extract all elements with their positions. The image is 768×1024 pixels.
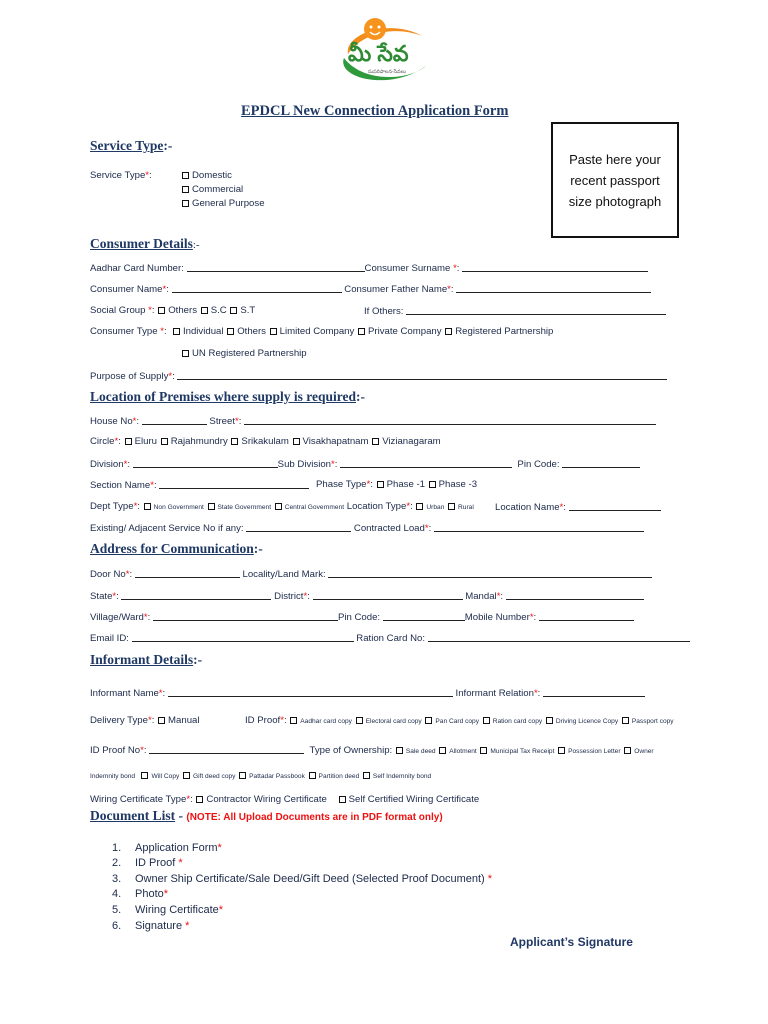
colon: :: [283, 715, 287, 726]
checkbox[interactable]: [429, 481, 436, 488]
door-row: [90, 568, 652, 580]
checkbox[interactable]: [439, 747, 446, 754]
option-label: Non Government: [153, 504, 204, 511]
section-address: [90, 541, 263, 557]
aadhaar-input[interactable]: [187, 262, 365, 272]
option-label: General Purpose: [192, 198, 265, 209]
option-label: Municipal Tax Receipt: [490, 748, 555, 755]
label: Pin Code:: [337, 612, 381, 623]
option-label: S.C: [210, 305, 227, 316]
required-mark: *: [145, 170, 150, 181]
required-mark: *: [447, 284, 451, 295]
mobile-input[interactable]: [539, 611, 634, 621]
required-mark: *: [559, 502, 564, 513]
photo-box-line: Paste here your: [569, 151, 661, 167]
section-title: Document List: [90, 808, 176, 823]
option-label: Sale deed: [405, 748, 436, 755]
colon: :: [563, 502, 566, 513]
required-mark: *: [218, 904, 224, 916]
checkbox[interactable]: [396, 747, 403, 754]
if-others-row: [364, 305, 666, 317]
checkbox[interactable]: [231, 438, 238, 445]
house-no-input[interactable]: [142, 415, 207, 425]
colon: :: [151, 305, 155, 316]
colon: :: [143, 745, 147, 756]
option-label: Phase -3: [438, 479, 478, 490]
required-mark: *: [453, 263, 457, 274]
doc-label: Application Form: [135, 842, 218, 854]
doc-label: Signature: [135, 920, 186, 932]
option-label: Passport copy: [631, 718, 674, 725]
doc-label: ID Proof: [135, 857, 179, 869]
checkbox[interactable]: [183, 772, 190, 779]
required-mark: *: [148, 305, 152, 316]
label: Mandal: [465, 591, 497, 602]
required-mark: *: [163, 888, 169, 900]
form-title: [241, 103, 508, 120]
list-number: 6.: [112, 920, 122, 932]
option-general-purpose[interactable]: [181, 198, 265, 209]
pin-code-input[interactable]: [562, 458, 640, 468]
informant-name-input[interactable]: [168, 687, 453, 697]
list-number: 3.: [112, 873, 122, 885]
required-mark: *: [140, 745, 144, 756]
list-number: 1.: [112, 842, 122, 854]
label: Phase Type: [316, 479, 367, 490]
option-label: Self Indemnity bond: [372, 773, 432, 780]
label: Street: [209, 416, 236, 427]
checkbox[interactable]: [144, 503, 151, 510]
photo-box: [551, 122, 679, 238]
colon: :: [151, 715, 155, 726]
checkbox[interactable]: [270, 328, 277, 335]
option-label: State Government: [217, 504, 272, 511]
required-mark: *: [162, 284, 167, 295]
list-number: 2.: [112, 857, 122, 869]
colon: :: [154, 480, 157, 491]
checkbox[interactable]: [196, 796, 203, 803]
section-service-type: [90, 138, 172, 154]
village-input[interactable]: [153, 611, 338, 621]
option-label: Individual: [182, 326, 224, 337]
colon: :: [533, 612, 537, 623]
section-informant: [90, 652, 202, 668]
colon: :: [172, 371, 175, 382]
checkbox[interactable]: [173, 328, 180, 335]
sep: :-: [192, 239, 200, 251]
email-input[interactable]: [132, 632, 354, 642]
checkbox[interactable]: [125, 438, 132, 445]
option-label: Partition deed: [318, 773, 360, 780]
required-mark: *: [217, 842, 222, 854]
ownership-row-2: [90, 770, 431, 781]
option-label: Will Copy: [151, 773, 180, 780]
division-input[interactable]: [133, 458, 278, 468]
option-label: Commercial: [192, 184, 244, 195]
sep: :-: [163, 138, 173, 153]
required-mark: *: [133, 501, 138, 512]
colon: :: [190, 794, 193, 805]
sep: :-: [193, 652, 203, 667]
consumer-name-input[interactable]: [172, 283, 342, 293]
colon: :: [456, 263, 460, 274]
checkbox[interactable]: [161, 438, 168, 445]
option-label: Others: [168, 305, 198, 316]
label: Ration Card No:: [356, 633, 426, 644]
checkbox[interactable]: [227, 328, 234, 335]
checkbox[interactable]: [158, 717, 165, 724]
option-label: Pattadar Passbook: [249, 773, 305, 780]
aadhaar-row: [90, 262, 648, 274]
photo-box-line: size photograph: [568, 193, 662, 209]
label: Purpose of Supply: [90, 371, 169, 382]
checkbox-st[interactable]: [230, 307, 237, 314]
consumer-type-row: [90, 326, 553, 337]
label: Dept Type: [90, 501, 134, 512]
required-mark: *: [158, 688, 163, 699]
option-label: Possession Letter: [568, 748, 621, 755]
list-item: [112, 857, 183, 869]
required-mark: *: [143, 612, 148, 623]
location-name-input[interactable]: [569, 501, 661, 511]
section-name-row: [90, 479, 309, 491]
option-label: Registered Partnership: [455, 326, 554, 337]
option-label: Ration card copy: [492, 718, 543, 725]
form-title-text: EPDCL New Connection Application Form: [241, 103, 509, 119]
locality-input[interactable]: [328, 568, 652, 578]
colon: :: [537, 688, 541, 699]
required-mark: *: [529, 612, 534, 623]
label: Consumer Father Name: [344, 284, 448, 295]
documents-note: (NOTE: All Upload Documents are in PDF format only): [186, 812, 443, 823]
label: Division: [90, 459, 124, 470]
consumer-type-row-2: [181, 348, 307, 359]
section-name-input[interactable]: [159, 479, 309, 489]
label: Existing/ Adjacent Service No if any:: [90, 523, 244, 534]
doc-label: Wiring Certificate: [135, 904, 219, 916]
list-item: [112, 842, 222, 854]
checkbox[interactable]: [558, 747, 565, 754]
required-mark: *: [366, 479, 371, 490]
street-input[interactable]: [244, 415, 656, 425]
phase-row: [316, 479, 477, 490]
list-item: [112, 873, 492, 885]
colon: :: [450, 284, 454, 295]
if-others-input[interactable]: [406, 305, 666, 315]
option-label: Electoral card copy: [365, 718, 422, 725]
option-label: Allotment: [449, 748, 477, 755]
required-mark: *: [112, 591, 117, 602]
father-name-input[interactable]: [456, 283, 651, 293]
label: Social Group: [90, 305, 146, 316]
colon: :: [162, 688, 166, 699]
required-mark: *: [160, 326, 164, 337]
doc-label: Owner Ship Certificate/Sale Deed/Gift Deed (Selected Proof Document): [135, 873, 488, 885]
option-label: Driving Licence Copy: [555, 718, 619, 725]
checkbox[interactable]: [483, 717, 490, 724]
sep: :-: [253, 541, 263, 556]
checkbox[interactable]: [377, 481, 384, 488]
label: Contracted Load: [353, 523, 425, 534]
checkbox[interactable]: [275, 503, 282, 510]
label: Mobile Number: [464, 612, 530, 623]
required-mark: *: [303, 591, 308, 602]
doc-label: Photo: [135, 888, 164, 900]
door-no-input[interactable]: [135, 568, 240, 578]
circle-row: [90, 436, 441, 447]
label: ID Proof No: [90, 745, 141, 756]
checkbox[interactable]: [416, 503, 423, 510]
required-mark: *: [533, 688, 538, 699]
option-label: Urban: [426, 504, 445, 511]
required-mark: *: [123, 459, 128, 470]
colon: :: [334, 459, 338, 470]
checkbox[interactable]: [622, 717, 629, 724]
required-mark: *: [424, 523, 429, 534]
mandal-input[interactable]: [506, 590, 644, 600]
colon: :: [410, 501, 413, 512]
label: Email ID:: [90, 633, 129, 644]
colon: :: [149, 170, 152, 181]
colon: :: [136, 416, 140, 427]
section-title: Service Type: [90, 138, 164, 153]
required-mark: *: [496, 591, 501, 602]
required-mark: *: [331, 459, 335, 470]
required-mark: *: [114, 436, 119, 447]
option-label: Visakhapatnam: [302, 436, 369, 447]
label: Location Name: [495, 502, 560, 513]
label: Section Name: [90, 480, 151, 491]
label: Consumer Surname: [364, 263, 451, 274]
required-mark: *: [406, 501, 411, 512]
house-row: [90, 415, 656, 427]
option-label: Limited Company: [279, 326, 355, 337]
option-label: UN Registered Partnership: [192, 348, 307, 359]
location-name-row: [495, 501, 661, 513]
id-proof-no-input[interactable]: [149, 744, 304, 754]
sub-division-input[interactable]: [340, 458, 512, 468]
option-label: Rural: [458, 504, 474, 511]
surname-input[interactable]: [462, 262, 648, 272]
district-input[interactable]: [313, 590, 463, 600]
email-row: [90, 632, 690, 644]
colon: :: [500, 591, 504, 602]
label: House No: [90, 416, 133, 427]
colon: :: [163, 326, 167, 337]
option-label: Others: [237, 326, 266, 337]
section-title: Consumer Details: [90, 236, 193, 251]
colon: :: [129, 569, 133, 580]
label: State: [90, 591, 113, 602]
section-title: Address for Communication: [90, 541, 254, 556]
state-input[interactable]: [121, 590, 271, 600]
label: If Others:: [364, 306, 404, 317]
label: Type of Ownership:: [309, 745, 393, 756]
checkbox[interactable]: [448, 503, 455, 510]
colon: :: [137, 501, 140, 512]
checkbox[interactable]: [624, 747, 631, 754]
existing-service-input[interactable]: [246, 522, 351, 532]
village-row: [90, 611, 634, 623]
division-row: [90, 458, 640, 470]
checkbox[interactable]: [356, 717, 363, 724]
option-domestic[interactable]: [181, 170, 232, 181]
label: District: [274, 591, 304, 602]
sep: -: [175, 808, 187, 823]
checkbox[interactable]: [358, 328, 365, 335]
label: Door No: [90, 569, 126, 580]
purpose-input[interactable]: [177, 370, 667, 380]
checkbox[interactable]: [182, 350, 189, 357]
wiring-row: [90, 794, 479, 805]
section-location: [90, 389, 365, 405]
required-mark: *: [178, 857, 183, 869]
checkbox[interactable]: [182, 186, 189, 193]
option-label: Manual: [168, 715, 200, 726]
option-label: Contractor Wiring Certificate: [206, 794, 327, 805]
option-label: Owner: [634, 748, 654, 755]
checkbox[interactable]: [182, 200, 189, 207]
colon: :: [166, 284, 169, 295]
option-label: Domestic: [192, 170, 232, 181]
pin-code-input[interactable]: [383, 611, 465, 621]
state-row: [90, 590, 644, 602]
list-number: 4.: [112, 888, 122, 900]
required-mark: *: [186, 794, 191, 805]
option-label: Pan Card copy: [435, 718, 480, 725]
checkbox[interactable]: [290, 717, 297, 724]
option-label: Gift deed copy: [192, 773, 236, 780]
photo-box-line: recent passport: [570, 172, 660, 188]
purpose-row: [90, 370, 667, 382]
label: Informant Relation: [455, 688, 534, 699]
label: Informant Name: [90, 688, 159, 699]
consumer-name-row: [90, 283, 651, 295]
label: Delivery Type: [90, 715, 148, 726]
checkbox[interactable]: [309, 772, 316, 779]
option-label: S.T: [240, 305, 256, 316]
section-consumer-details: [90, 236, 200, 252]
ration-input[interactable]: [428, 632, 690, 642]
checkbox[interactable]: [182, 172, 189, 179]
id-proof-no-row: [90, 744, 654, 756]
checkbox[interactable]: [425, 717, 432, 724]
label: Pin Code:: [517, 459, 560, 470]
colon: :: [370, 479, 373, 490]
colon: :: [118, 436, 121, 447]
required-mark: *: [487, 873, 493, 885]
logo-tagline: సుపరిపాలన-సేవలు: [368, 69, 406, 75]
required-mark: *: [132, 416, 137, 427]
service-type-label: [90, 170, 152, 181]
checkbox[interactable]: [208, 503, 215, 510]
informant-name-row: [90, 687, 645, 699]
checkbox[interactable]: [363, 772, 370, 779]
list-item: [112, 904, 223, 916]
colon: :: [127, 459, 130, 470]
option-commercial[interactable]: [181, 184, 243, 195]
checkbox[interactable]: [372, 438, 379, 445]
checkbox-sc[interactable]: [201, 307, 208, 314]
option-label: Rajahmundry: [170, 436, 228, 447]
list-item: [112, 920, 189, 932]
social-group-row: [90, 305, 255, 316]
label: ID Proof: [245, 715, 281, 726]
label: Consumer Type: [90, 326, 158, 337]
option-label: Vizianagaram: [382, 436, 441, 447]
colon: :: [307, 591, 310, 602]
required-mark: *: [280, 715, 284, 726]
checkbox[interactable]: [239, 772, 246, 779]
existing-service-row: [90, 522, 644, 534]
label: Consumer Name: [90, 284, 163, 295]
section-title: Location of Premises where supply is required: [90, 389, 357, 404]
label: Aadhar Card Number:: [90, 263, 184, 274]
required-mark: *: [185, 920, 190, 932]
checkbox[interactable]: [293, 438, 300, 445]
label: Village/Ward: [90, 612, 144, 623]
required-mark: *: [168, 371, 173, 382]
option-label: Srikakulam: [241, 436, 289, 447]
required-mark: *: [235, 416, 239, 427]
option-label: Eluru: [134, 436, 158, 447]
label: Service Type: [90, 170, 146, 181]
informant-relation-input[interactable]: [543, 687, 645, 697]
label: Locality/Land Mark:: [242, 569, 326, 580]
label: Location Type: [346, 501, 407, 512]
checkbox[interactable]: [480, 747, 487, 754]
label: Circle: [90, 436, 115, 447]
section-title: Informant Details: [90, 652, 194, 667]
required-mark: *: [150, 480, 154, 491]
logo: [330, 14, 440, 90]
list-item: [112, 888, 168, 900]
colon: :: [147, 612, 151, 623]
required-mark: *: [125, 569, 130, 580]
logo-text: మీ సేవ: [348, 41, 409, 66]
label: Wiring Certificate Type: [90, 794, 187, 805]
required-mark: *: [147, 715, 152, 726]
dept-row: [90, 501, 474, 512]
section-documents: [90, 808, 443, 824]
option-label: Phase -1: [386, 479, 425, 490]
checkbox[interactable]: [546, 717, 553, 724]
delivery-row: [90, 715, 200, 726]
checkbox[interactable]: [445, 328, 452, 335]
colon: :: [238, 416, 242, 427]
option-label: Self Certified Wiring Certificate: [348, 794, 480, 805]
option-label: Indemnity bond: [90, 773, 136, 780]
id-proof-row: [245, 715, 674, 726]
sep: :-: [356, 389, 366, 404]
checkbox-others[interactable]: [158, 307, 165, 314]
option-label: Central Government: [284, 504, 345, 511]
contracted-load-input[interactable]: [434, 522, 644, 532]
checkbox[interactable]: [141, 772, 148, 779]
option-label: Aadhar card copy: [300, 718, 352, 725]
applicant-signature: Applicant’s Signature: [510, 935, 633, 949]
label: Sub Division: [277, 459, 331, 470]
colon: :: [116, 591, 119, 602]
checkbox[interactable]: [339, 796, 346, 803]
list-number: 5.: [112, 904, 122, 916]
colon: :: [428, 523, 432, 534]
option-label: Private Company: [367, 326, 442, 337]
